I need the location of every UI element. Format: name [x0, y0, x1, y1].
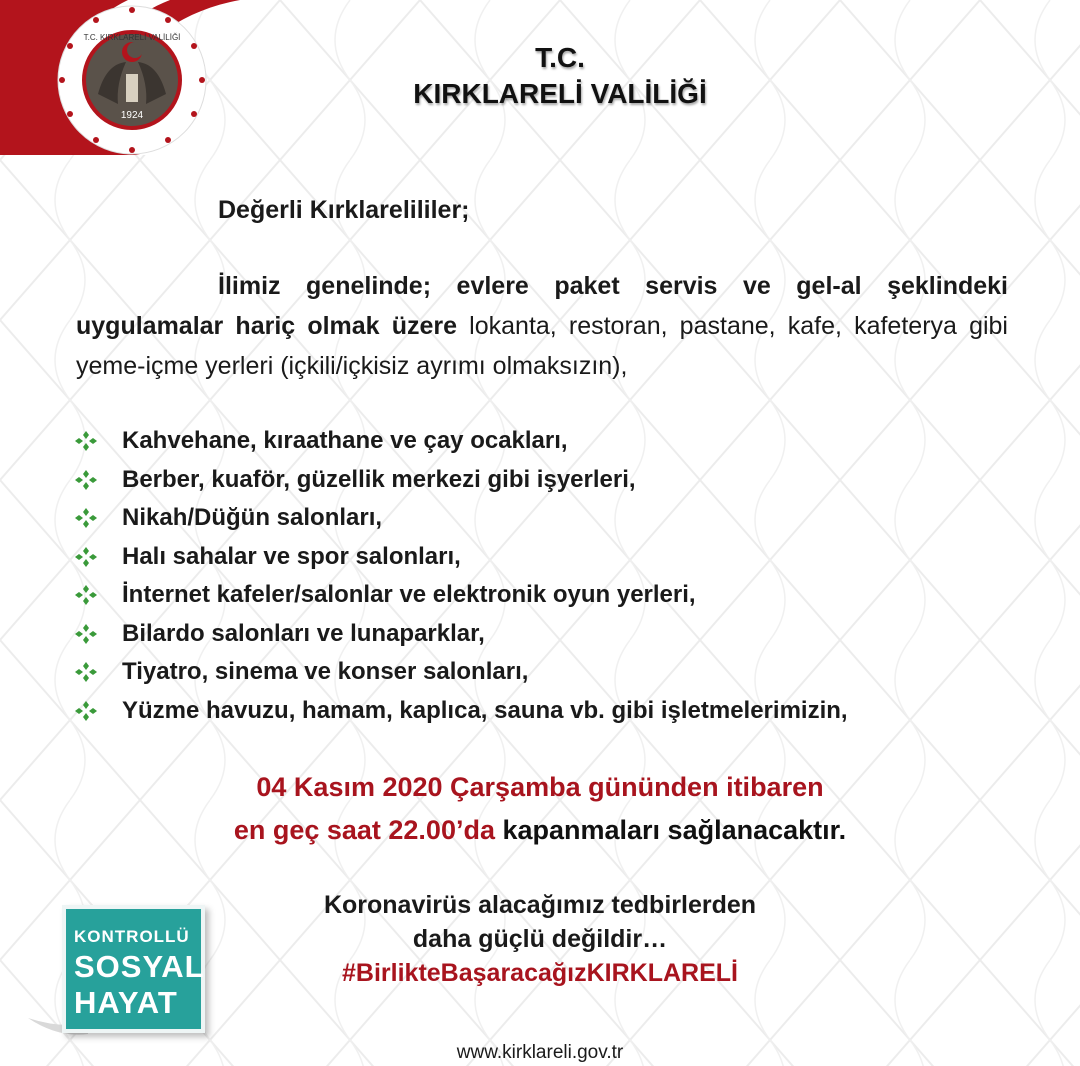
notice-time: en geç saat 22.00’da — [233, 815, 495, 845]
seal-ring-text: T.C. KIRKLARELİ VALİLİĞİ — [83, 33, 181, 42]
diamond-bullet-icon — [74, 429, 122, 453]
list-item — [74, 615, 848, 654]
list-item-text: Bilardo salonları ve lunaparklar, — [122, 619, 485, 647]
website-link[interactable]: www.kirklareli.gov.tr — [456, 1042, 624, 1063]
hashtag: #BirlikteBaşaracağızKIRKLARELİ — [342, 959, 738, 987]
diamond-bullet-icon — [74, 583, 122, 607]
badge-line-2: SOSYAL — [74, 949, 205, 984]
intro-paragraph — [76, 266, 1008, 386]
list-item — [74, 538, 848, 577]
notice-closing-text: kapanmaları sağlanacaktır. — [494, 815, 847, 845]
list-item — [74, 422, 848, 461]
badge-line-1: KONTROLLÜ — [74, 927, 190, 946]
closing-line-2: daha güçlü değildir… — [412, 925, 668, 953]
list-item — [74, 576, 848, 615]
diamond-bullet-icon — [74, 545, 122, 569]
closing-message — [240, 888, 840, 990]
page-header — [300, 40, 820, 112]
list-item-text: Nikah/Düğün salonları, — [122, 504, 383, 532]
list-item — [74, 461, 848, 500]
intro-bold-text: İlimiz genelinde; evlere paket servis ve gel-al şeklindeki uygulamalar hariç olmak üzere — [76, 272, 1008, 340]
diamond-bullet-icon — [74, 660, 122, 684]
diamond-bullet-icon — [74, 699, 122, 723]
list-item-text: Yüzme havuzu, hamam, kaplıca, sauna vb. gibi işletmelerimizin, — [122, 696, 848, 724]
closing-line-1: Koronavirüs alacağımız tedbirlerden — [323, 891, 757, 919]
diamond-bullet-icon — [74, 468, 122, 492]
badge-line-3: HAYAT — [74, 985, 178, 1020]
list-item-text: İnternet kafeler/salonlar ve elektronik oyun yerleri, — [122, 581, 696, 609]
diamond-bullet-icon — [74, 622, 122, 646]
kontrollu-sosyal-hayat-badge — [62, 905, 205, 1033]
list-item — [74, 692, 848, 731]
closing-notice — [140, 766, 940, 852]
list-item-text: Halı sahalar ve spor salonları, — [122, 542, 461, 570]
diamond-bullet-icon — [74, 506, 122, 530]
governorship-seal — [56, 4, 208, 156]
header-line-1: T.C. — [535, 42, 585, 73]
list-item — [74, 653, 848, 692]
intro-regular-text: lokanta, restoran, pastane, kafe, kafeterya gibi yeme-içme yerleri (içkili/içkisiz ayrımı olmaksızın), — [76, 312, 1008, 380]
list-item-text: Tiyatro, sinema ve konser salonları, — [122, 658, 529, 686]
list-item-text: Berber, kuaför, güzellik merkezi gibi işyerleri, — [122, 465, 636, 493]
list-item — [74, 499, 848, 538]
business-list — [74, 422, 848, 730]
greeting: Değerli Kırklarelililer; — [218, 196, 470, 224]
seal-year: 1924 — [120, 110, 144, 121]
notice-line-1: 04 Kasım 2020 Çarşamba gününden itibaren — [256, 772, 824, 802]
header-line-2: KIRKLARELİ VALİLİĞİ — [413, 78, 707, 109]
list-item-text: Kahvehane, kıraathane ve çay ocakları, — [122, 427, 568, 455]
notice-line-2 — [140, 809, 940, 852]
